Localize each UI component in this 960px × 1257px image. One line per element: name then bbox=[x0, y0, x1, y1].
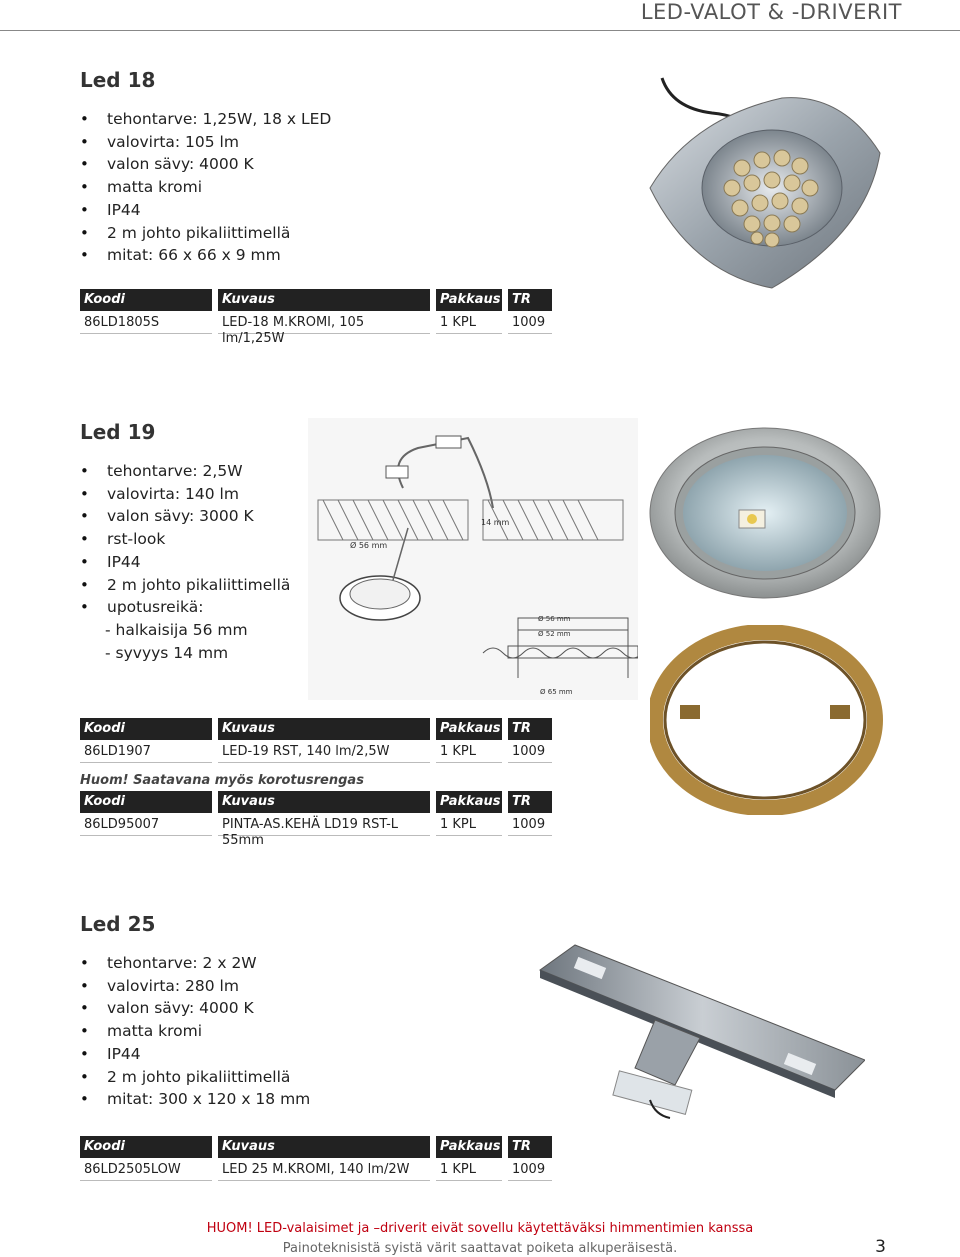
table-row bbox=[80, 740, 558, 763]
table-header bbox=[80, 791, 558, 813]
spec-item: • 2 m johto pikaliittimellä bbox=[80, 223, 291, 242]
table-header bbox=[80, 1136, 558, 1158]
led25-spec-list bbox=[80, 952, 310, 1111]
col-tr: TR bbox=[508, 791, 552, 813]
cell-description: LED-18 M.KROMI, 105 lm/1,25W bbox=[218, 311, 430, 334]
spec-item: • 2 m johto pikaliittimellä bbox=[80, 1067, 291, 1086]
dim-52-label: Ø 52 mm bbox=[538, 630, 571, 638]
led19-heading: Led 19 bbox=[80, 420, 156, 444]
led19-product-table bbox=[80, 718, 558, 763]
col-package: Pakkaus bbox=[436, 289, 502, 311]
spec-item: • rst-look bbox=[80, 530, 166, 549]
spec-item: • valon sävy: 3000 K bbox=[80, 507, 254, 526]
cell-package: 1 KPL bbox=[436, 311, 502, 334]
col-package: Pakkaus bbox=[436, 791, 502, 813]
led18-product-table bbox=[80, 289, 558, 346]
led19-technical-drawing bbox=[308, 418, 638, 700]
spec-item: • tehontarve: 2,5W bbox=[80, 462, 243, 480]
col-tr: TR bbox=[508, 289, 552, 311]
cell-code: 86LD2505LOW bbox=[80, 1158, 212, 1181]
led18-section bbox=[80, 68, 331, 267]
cell-code: 86LD1907 bbox=[80, 740, 212, 763]
col-tr: TR bbox=[508, 718, 552, 740]
cell-description: LED 25 M.KROMI, 140 lm/2W bbox=[218, 1158, 430, 1181]
spec-item: • valon sävy: 4000 K bbox=[80, 155, 254, 174]
led18-spec-list bbox=[80, 108, 331, 267]
page-header-title: LED-VALOT & -DRIVERIT bbox=[640, 0, 902, 24]
footer-disclaimer: Painoteknisistä syistä värit saattavat poiketa alkuperäisestä. bbox=[282, 1241, 678, 1256]
cell-code: 86LD1805S bbox=[80, 311, 212, 334]
spec-item: • matta kromi bbox=[80, 1022, 203, 1041]
col-description: Kuvaus bbox=[218, 791, 430, 813]
col-description: Kuvaus bbox=[218, 289, 430, 311]
spec-item: • valovirta: 280 lm bbox=[80, 976, 239, 995]
led19-section bbox=[80, 420, 290, 664]
col-tr: TR bbox=[508, 1136, 552, 1158]
cell-code: 86LD95007 bbox=[80, 813, 212, 836]
cell-tr: 1009 bbox=[508, 813, 552, 836]
dim-65-label: Ø 65 mm bbox=[540, 688, 573, 696]
spec-item: • valovirta: 105 lm bbox=[80, 132, 239, 151]
table-row bbox=[80, 1158, 558, 1181]
depth-label: 14 mm bbox=[481, 518, 510, 527]
spec-item: • tehontarve: 1,25W, 18 x LED bbox=[80, 110, 332, 128]
footer-warning: HUOM! LED-valaisimet ja –driverit eivät sovellu käytettäväksi himmentimien kanssa bbox=[206, 1221, 754, 1236]
col-code: Koodi bbox=[80, 718, 212, 740]
led25-product-table bbox=[80, 1136, 558, 1181]
cell-tr: 1009 bbox=[508, 740, 552, 763]
cell-tr: 1009 bbox=[508, 1158, 552, 1181]
table-header bbox=[80, 289, 558, 311]
led25-heading: Led 25 bbox=[80, 912, 156, 936]
cell-package: 1 KPL bbox=[436, 740, 502, 763]
table-header bbox=[80, 718, 558, 740]
diameter-label: Ø 56 mm bbox=[350, 541, 388, 550]
cell-tr: 1009 bbox=[508, 311, 552, 334]
col-package: Pakkaus bbox=[436, 1136, 502, 1158]
ring-product-table bbox=[80, 791, 558, 848]
spec-item: • 2 m johto pikaliittimellä bbox=[80, 575, 291, 594]
led19-product-image bbox=[640, 418, 900, 628]
spec-item: • IP44 bbox=[80, 200, 141, 219]
led19-spec-list bbox=[80, 460, 290, 619]
spec-item: • mitat: 66 x 66 x 9 mm bbox=[80, 246, 281, 265]
dim-56-label: Ø 56 mm bbox=[538, 615, 571, 623]
table-row bbox=[80, 311, 558, 346]
spec-item: • matta kromi bbox=[80, 178, 203, 197]
col-description: Kuvaus bbox=[218, 1136, 430, 1158]
spec-item: • mitat: 300 x 120 x 18 mm bbox=[80, 1090, 311, 1109]
cell-package: 1 KPL bbox=[436, 1158, 502, 1181]
spec-sub-item: - halkaisija 56 mm bbox=[105, 620, 248, 639]
led25-section bbox=[80, 912, 310, 1111]
led18-product-image bbox=[632, 68, 892, 293]
col-code: Koodi bbox=[80, 791, 212, 813]
spec-item: • IP44 bbox=[80, 552, 141, 571]
col-code: Koodi bbox=[80, 1136, 212, 1158]
table-row bbox=[80, 813, 558, 848]
col-package: Pakkaus bbox=[436, 718, 502, 740]
cell-description: LED-19 RST, 140 lm/2,5W bbox=[218, 740, 430, 763]
spec-sub-item: - syvyys 14 mm bbox=[105, 643, 229, 662]
spec-item: • valon sävy: 4000 K bbox=[80, 999, 254, 1018]
spec-item: • upotusreikä: bbox=[80, 598, 204, 617]
spec-item: • tehontarve: 2 x 2W bbox=[80, 954, 257, 972]
accessory-note: Huom! Saatavana myös korotusrengas bbox=[80, 773, 364, 788]
cell-package: 1 KPL bbox=[436, 813, 502, 836]
led25-product-image bbox=[535, 940, 865, 1120]
cell-description: PINTA-AS.KEHÄ LD19 RST-L 55mm bbox=[218, 813, 430, 836]
spec-item: • IP44 bbox=[80, 1044, 141, 1063]
spec-item: • valovirta: 140 lm bbox=[80, 484, 239, 503]
ring-product-image bbox=[650, 625, 885, 815]
col-description: Kuvaus bbox=[218, 718, 430, 740]
page-number: 3 bbox=[875, 1237, 886, 1257]
led18-heading: Led 18 bbox=[80, 68, 156, 92]
col-code: Koodi bbox=[80, 289, 212, 311]
